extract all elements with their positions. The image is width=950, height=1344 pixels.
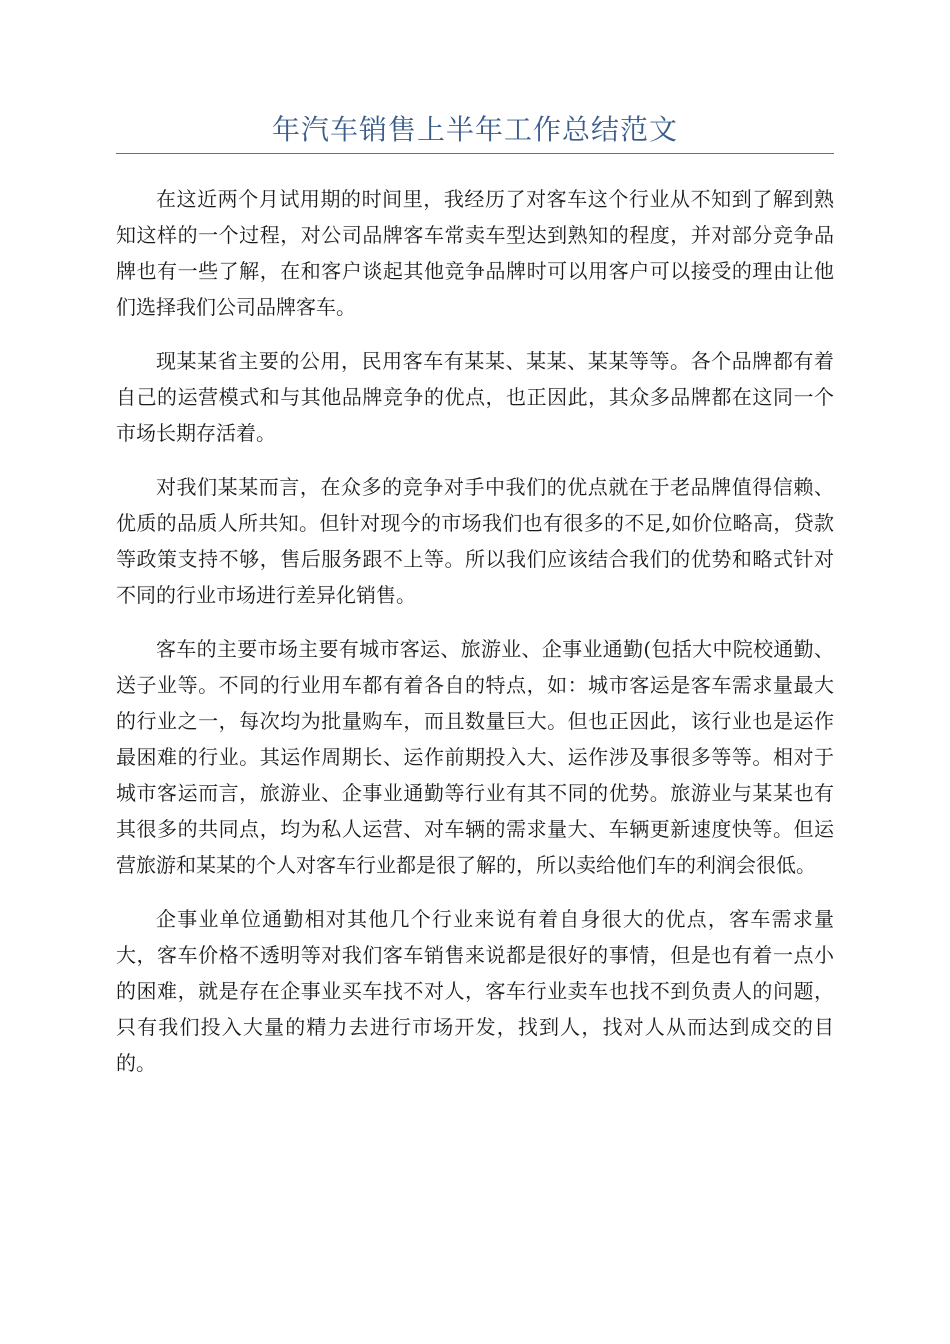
document-title: 年汽车销售上半年工作总结范文 <box>271 113 678 146</box>
paragraph: 对我们某某而言，在众多的竞争对手中我们的优点就在于老品牌值得信赖、优质的品质人所共知。但针对现今的市场我们也有很多的不足,如价位略高，贷款等政策支持不够，售后服务跟不上等。所以我们应该结合我们的优势和略式针对不同的行业市场进行差异化销售。 <box>116 475 834 607</box>
paragraph: 在这近两个月试用期的时间里，我经历了对客车这个行业从不知到了解到熟知这样的一个过程，对公司品牌客车常卖车型达到熟知的程度，并对部分竞争品牌也有一些了解，在和客户谈起其他竞争品牌时可以用客户可以接受的理由让他们选择我们公司品牌客车。 <box>116 187 834 319</box>
document-body <box>116 181 834 1081</box>
paragraph: 客车的主要市场主要有城市客运、旅游业、企事业通勤(包括大中院校通勤、送子业等。不同的行业用车都有着各自的特点，如：城市客运是客车需求量最大的行业之一，每次均为批量购车，而且数量巨大。但也正因此，该行业也是运作最困难的行业。其运作周期长、运作前期投入大、运作涉及事很多等等。相对于城市客运而言，旅游业、企事业通勤等行业有其不同的优势。旅游业与某某也有其很多的共同点，均为私人运营、对车辆的需求量大、车辆更新速度快等。但运营旅游和某某的个人对客车行业都是很了解的，所以卖给他们车的利润会很低。 <box>116 637 834 877</box>
title-underline <box>116 153 834 154</box>
paragraph: 企事业单位通勤相对其他几个行业来说有着自身很大的优点，客车需求量大，客车价格不透明等对我们客车销售来说都是很好的事情，但是也有着一点小的困难，就是存在企事业买车找不对人，客车行业卖车也找不到负责人的问题，只有我们投入大量的精力去进行市场开发，找到人，找对人从而达到成交的目的。 <box>116 907 834 1075</box>
document-page <box>116 108 834 1099</box>
paragraph: 现某某省主要的公用，民用客车有某某、某某、某某等等。各个品牌都有着自己的运营模式和与其他品牌竞争的优点，也正因此，其众多品牌都在这同一个市场长期存活着。 <box>116 349 834 445</box>
